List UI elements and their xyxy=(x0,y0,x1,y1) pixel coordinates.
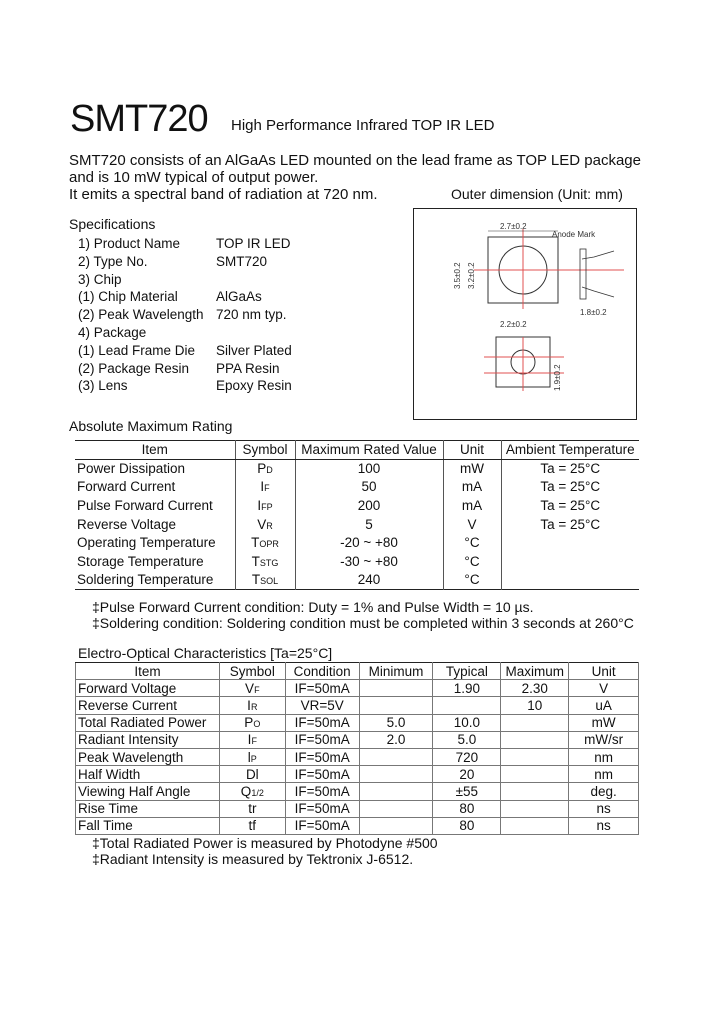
unit-cell: ns xyxy=(569,817,639,834)
col-header: Unit xyxy=(443,441,501,460)
unit-cell: nm xyxy=(569,748,639,765)
condition-cell: IF=50mA xyxy=(285,766,359,783)
item-cell: Peak Wavelength xyxy=(76,748,220,765)
maximum-cell xyxy=(501,783,569,800)
symbol-cell xyxy=(235,515,295,534)
symbol-text: I xyxy=(257,498,262,514)
symbol-cell xyxy=(219,800,285,817)
col-header: Maximum Rated Value xyxy=(295,441,443,460)
typical-cell: 10.0 xyxy=(433,714,501,731)
unit-cell: °C xyxy=(443,571,501,590)
item-cell: Rise Time xyxy=(76,800,220,817)
typical-cell: 1.90 xyxy=(433,680,501,697)
symbol-text: Q xyxy=(240,783,252,799)
typical-cell: 5.0 xyxy=(433,731,501,748)
dim-inner-label: 3.2±0.2 xyxy=(467,262,476,289)
dim-side-label: 3.5±0.2 xyxy=(453,262,462,289)
dim-height-label: 1.9±0.2 xyxy=(553,364,562,391)
lead-upper xyxy=(582,251,614,259)
typical-cell: 80 xyxy=(433,800,501,817)
spec-key: 3) Chip xyxy=(78,271,122,287)
intro-line: SMT720 consists of an AlGaAs LED mounted on the lead frame as TOP LED package xyxy=(69,152,641,169)
unit-cell: mW xyxy=(569,714,639,731)
dim-top-label: 2.7±0.2 xyxy=(500,222,527,231)
amr-notes xyxy=(92,599,634,631)
ambient-cell xyxy=(501,533,639,552)
intro-line: It emits a spectral band of radiation at 720 nm. xyxy=(69,186,378,203)
maximum-cell xyxy=(501,817,569,834)
minimum-cell: 2.0 xyxy=(359,731,433,748)
package-drawing xyxy=(414,209,635,418)
unit-cell: V xyxy=(443,515,501,534)
symbol-subscript: F xyxy=(254,684,260,695)
item-cell: Soldering Temperature xyxy=(77,572,214,588)
symbol-cell xyxy=(235,552,295,571)
condition-cell: VR=5V xyxy=(285,697,359,714)
symbol-subscript: SOL xyxy=(260,576,279,587)
table-row xyxy=(76,817,639,834)
typical-cell: ±55 xyxy=(433,783,501,800)
maximum-cell xyxy=(501,748,569,765)
lead-lower xyxy=(582,287,614,297)
maximum-cell: 2.30 xyxy=(501,680,569,697)
item-cell: Fall Time xyxy=(76,817,220,834)
symbol-text: T xyxy=(251,553,260,569)
table-row xyxy=(76,748,639,765)
spec-key: (1) Lead Frame Die xyxy=(78,342,196,358)
value-cell: 5 xyxy=(295,515,443,534)
typical-cell: 20 xyxy=(433,766,501,783)
spec-key: (2) Peak Wavelength xyxy=(78,307,204,323)
table-row xyxy=(76,731,639,748)
spec-key: 2) Type No. xyxy=(78,253,148,269)
symbol-text: Dl xyxy=(245,766,259,782)
unit-cell: ns xyxy=(569,800,639,817)
symbol-cell xyxy=(235,496,295,515)
col-header: Item xyxy=(76,663,220,680)
maximum-cell xyxy=(501,714,569,731)
symbol-subscript: R xyxy=(250,701,258,712)
spec-key: (1) Chip Material xyxy=(78,289,178,305)
item-cell: Viewing Half Angle xyxy=(76,783,220,800)
symbol-cell xyxy=(219,680,285,697)
spec-value: Epoxy Resin xyxy=(216,378,292,394)
item-cell: Power Dissipation xyxy=(77,461,186,477)
spec-key: (3) Lens xyxy=(78,378,128,394)
note-line: ‡Total Radiated Power is measured by Photodyne #500 xyxy=(92,835,438,851)
symbol-subscript: O xyxy=(253,719,261,730)
symbol-subscript: STG xyxy=(259,557,279,568)
symbol-subscript: F xyxy=(264,483,270,494)
note-line: ‡Pulse Forward Current condition: Duty = 1% and Pulse Width = 10 µs. xyxy=(92,599,534,615)
unit-cell: °C xyxy=(443,552,501,571)
condition-cell: IF=50mA xyxy=(285,731,359,748)
table-row xyxy=(75,552,639,571)
maximum-cell xyxy=(501,766,569,783)
table-header-row xyxy=(76,663,639,680)
symbol-cell xyxy=(219,697,285,714)
typical-cell: 80 xyxy=(433,817,501,834)
symbol-subscript: P xyxy=(250,753,257,764)
table-row xyxy=(76,714,639,731)
minimum-cell xyxy=(359,680,433,697)
spec-key: (2) Package Resin xyxy=(78,360,190,376)
eo-notes xyxy=(92,835,438,867)
item-cell: Operating Temperature xyxy=(77,535,216,551)
symbol-text: l xyxy=(247,749,251,765)
outer-dimension-label: Outer dimension (Unit: mm) xyxy=(451,186,623,202)
symbol-text: tf xyxy=(248,818,257,834)
amr-heading: Absolute Maximum Rating xyxy=(69,418,233,434)
electro-optical-table xyxy=(75,662,639,835)
ambient-cell: Ta = 25°C xyxy=(501,459,639,478)
symbol-text: I xyxy=(247,697,251,713)
dim-right-label: 1.8±0.2 xyxy=(580,308,607,317)
table-row xyxy=(76,697,639,714)
item-cell: Reverse Current xyxy=(76,697,220,714)
outer-dimension-diagram xyxy=(413,208,637,420)
spec-value: Silver Plated xyxy=(216,342,292,358)
spec-value: SMT720 xyxy=(216,253,268,269)
symbol-cell xyxy=(219,714,285,731)
spec-key: 1) Product Name xyxy=(78,236,181,251)
table-row xyxy=(75,459,639,478)
col-header: Item xyxy=(75,441,235,460)
note-line: ‡Soldering condition: Soldering condition must be completed within 3 seconds at 260°C xyxy=(92,615,634,631)
symbol-cell xyxy=(235,459,295,478)
spec-value: TOP IR LED xyxy=(216,236,291,251)
lead-frame xyxy=(580,249,586,299)
symbol-cell xyxy=(235,533,295,552)
note-line: ‡Radiant Intensity is measured by Tektronix J-6512. xyxy=(92,851,414,867)
unit-cell: deg. xyxy=(569,783,639,800)
minimum-cell: 5.0 xyxy=(359,714,433,731)
symbol-cell xyxy=(219,766,285,783)
symbol-subscript: R xyxy=(266,520,273,531)
ambient-cell: Ta = 25°C xyxy=(501,496,639,515)
table-row xyxy=(75,496,639,515)
spec-value: 720 nm typ. xyxy=(216,307,287,323)
maximum-cell: 10 xyxy=(501,697,569,714)
ambient-cell: Ta = 25°C xyxy=(501,478,639,497)
table-row xyxy=(75,515,639,534)
condition-cell: IF=50mA xyxy=(285,817,359,834)
eo-heading: Electro-Optical Characteristics [Ta=25°C] xyxy=(78,645,333,661)
col-header: Ambient Temperature xyxy=(501,441,639,460)
table-header-row xyxy=(75,441,639,460)
maximum-cell xyxy=(501,800,569,817)
ambient-cell xyxy=(501,571,639,590)
table-row xyxy=(76,766,639,783)
minimum-cell xyxy=(359,817,433,834)
ambient-cell xyxy=(501,552,639,571)
anode-mark-label: Anode Mark xyxy=(552,230,596,239)
symbol-cell xyxy=(235,478,295,497)
item-cell: Forward Voltage xyxy=(76,680,220,697)
symbol-subscript: 1/2 xyxy=(251,787,264,798)
value-cell: 200 xyxy=(295,496,443,515)
symbol-text: P xyxy=(244,715,254,731)
table-row xyxy=(75,533,639,552)
col-header: Symbol xyxy=(235,441,295,460)
symbol-text: tr xyxy=(248,801,257,817)
symbol-subscript: D xyxy=(266,465,273,476)
item-cell: Storage Temperature xyxy=(77,553,204,569)
unit-cell: uA xyxy=(569,697,639,714)
absolute-max-rating-table xyxy=(75,440,639,590)
table-row xyxy=(75,571,639,590)
table-row xyxy=(76,783,639,800)
unit-cell: V xyxy=(569,680,639,697)
symbol-text: V xyxy=(257,516,267,532)
unit-cell: mA xyxy=(443,496,501,515)
value-cell: -20 ~ +80 xyxy=(295,533,443,552)
symbol-subscript: OPR xyxy=(259,539,279,550)
item-cell: Half Width xyxy=(76,766,220,783)
unit-cell: mW xyxy=(443,459,501,478)
condition-cell: IF=50mA xyxy=(285,783,359,800)
spec-value: PPA Resin xyxy=(216,360,280,376)
value-cell: -30 ~ +80 xyxy=(295,552,443,571)
condition-cell: IF=50mA xyxy=(285,748,359,765)
table-row xyxy=(75,478,639,497)
condition-cell: IF=50mA xyxy=(285,714,359,731)
value-cell: 100 xyxy=(295,459,443,478)
item-cell: Forward Current xyxy=(77,479,176,495)
unit-cell: mW/sr xyxy=(569,731,639,748)
symbol-cell xyxy=(235,571,295,590)
intro-line: and is 10 mW typical of output power. xyxy=(69,169,319,186)
item-cell: Pulse Forward Current xyxy=(77,498,213,514)
minimum-cell xyxy=(359,748,433,765)
minimum-cell xyxy=(359,766,433,783)
symbol-text: T xyxy=(251,535,260,551)
symbol-cell xyxy=(219,748,285,765)
col-header: Typical xyxy=(433,663,501,680)
specifications-heading: Specifications xyxy=(69,216,156,232)
unit-cell: nm xyxy=(569,766,639,783)
typical-cell: 720 xyxy=(433,748,501,765)
symbol-cell xyxy=(219,783,285,800)
col-header: Condition xyxy=(285,663,359,680)
symbol-text: V xyxy=(245,680,255,696)
symbol-subscript: FP xyxy=(261,502,273,513)
item-cell: Total Radiated Power xyxy=(76,714,220,731)
symbol-text: T xyxy=(251,572,261,588)
symbol-cell xyxy=(219,817,285,834)
spec-value: AlGaAs xyxy=(216,289,262,305)
col-header: Symbol xyxy=(219,663,285,680)
table-row xyxy=(76,680,639,697)
unit-cell: °C xyxy=(443,533,501,552)
dim-bottom-width-label: 2.2±0.2 xyxy=(500,320,527,329)
spec-key: 4) Package xyxy=(78,324,147,340)
value-cell: 50 xyxy=(295,478,443,497)
ambient-cell: Ta = 25°C xyxy=(501,515,639,534)
symbol-cell xyxy=(219,731,285,748)
condition-cell: IF=50mA xyxy=(285,800,359,817)
value-cell: 240 xyxy=(295,571,443,590)
item-cell: Radiant Intensity xyxy=(76,731,220,748)
item-cell: Reverse Voltage xyxy=(77,516,177,532)
minimum-cell xyxy=(359,800,433,817)
col-header: Unit xyxy=(569,663,639,680)
page-title: SMT720 xyxy=(70,98,208,140)
unit-cell: mA xyxy=(443,478,501,497)
minimum-cell xyxy=(359,783,433,800)
col-header: Minimum xyxy=(359,663,433,680)
typical-cell xyxy=(433,697,501,714)
col-header: Maximum xyxy=(501,663,569,680)
symbol-text: I xyxy=(260,479,265,495)
symbol-subscript: F xyxy=(251,736,257,747)
table-row xyxy=(76,800,639,817)
minimum-cell xyxy=(359,697,433,714)
condition-cell: IF=50mA xyxy=(285,680,359,697)
symbol-text: I xyxy=(247,732,252,748)
maximum-cell xyxy=(501,731,569,748)
symbol-text: P xyxy=(257,461,267,477)
page-subtitle: High Performance Infrared TOP IR LED xyxy=(231,117,495,134)
